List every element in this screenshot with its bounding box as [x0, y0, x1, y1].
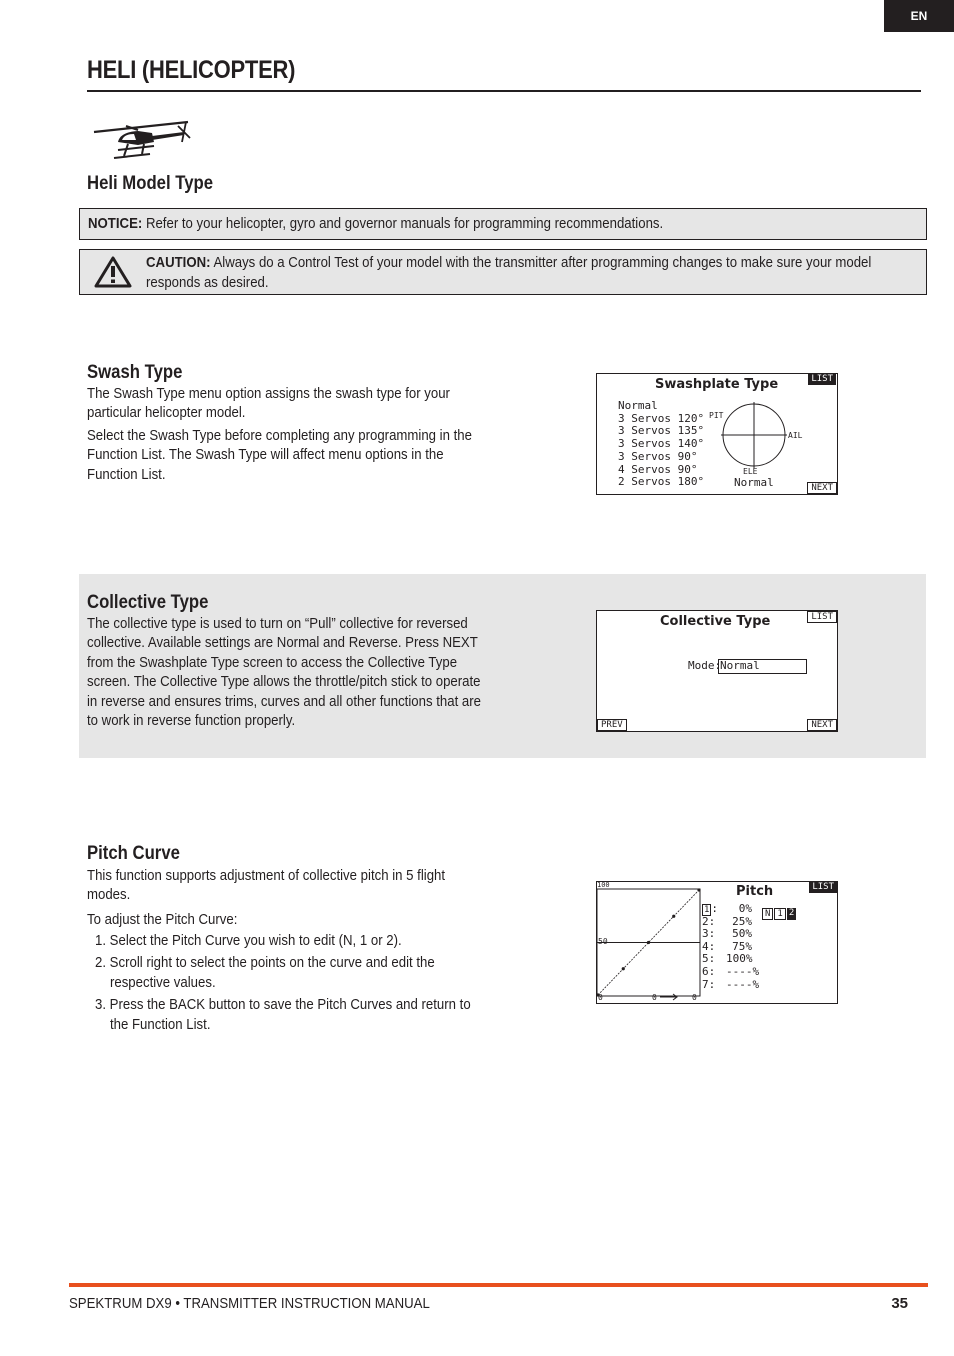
mode-label: Mode: [688, 659, 722, 672]
helicopter-icon [92, 116, 194, 164]
pitch-point-label: 6: [702, 964, 716, 978]
pitch-step: 1. Select the Pitch Curve you wish to edit (N, 1 or 2). [95, 932, 402, 949]
pitch-curve-point [672, 915, 675, 918]
swash-option: 3 Servos 135° [618, 424, 705, 438]
pitch-point-label: 7: [702, 977, 716, 991]
swash-option: 3 Servos 90° [618, 449, 698, 463]
swash-option: Normal [618, 399, 658, 412]
pitch-point-value: 75% [732, 939, 752, 953]
pitch-points-table [702, 902, 760, 991]
y-axis-mid-label: 50 [598, 937, 608, 946]
pitch-point-row [702, 903, 752, 916]
pitch-step [95, 995, 482, 1034]
lcd-list-tag: LIST [807, 611, 837, 623]
pitch-point-value: 25% [732, 914, 752, 928]
curve-tab-n: N [762, 908, 773, 920]
step3-text-2: button to save the Pitch Curves and return to the Function List. [109, 996, 471, 1033]
pitch-point-label: 4: [702, 939, 716, 953]
step3-text-1: 3. Press the [95, 996, 170, 1014]
y-axis-top-label: 100 [597, 881, 610, 889]
language-tab: EN [884, 0, 954, 32]
lcd-screen-title: Swashplate Type [655, 377, 779, 392]
lcd-screen-title: Pitch [736, 884, 774, 899]
caution-text [146, 253, 912, 293]
swash-option: 3 Servos 140° [618, 437, 705, 451]
pitch-point-row [702, 977, 760, 992]
pitch-steps-intro: To adjust the Pitch Curve: [87, 911, 238, 928]
warning-triangle-icon [94, 256, 132, 293]
pitch-point-label: 1 : [704, 902, 719, 915]
pitch-point-value: 50% [732, 927, 752, 941]
x-axis-left-label: 0 [598, 993, 603, 1002]
pitch-step: 2. Scroll right to select the points on the curve and edit the respective values. [95, 954, 435, 991]
pitch-point-value: ----% [726, 964, 760, 978]
collective-type-para [87, 614, 488, 730]
footer-manual-title: SPEKTRUM DX9 • TRANSMITTER INSTRUCTION MANUAL [69, 1295, 430, 1312]
swashplate-type-screen [596, 373, 838, 495]
notice-label: NOTICE: [88, 215, 143, 232]
page-title: HELI (HELICOPTER) [87, 56, 296, 84]
swashplate-diagram [721, 402, 787, 468]
title-rule [87, 90, 921, 92]
heli-model-type-heading: Heli Model Type [87, 173, 214, 194]
caution-box [79, 249, 927, 295]
page-number: 35 [891, 1295, 908, 1312]
collective-text-2: from the Swashplate Type screen to access the Collective Type screen. The Collective Type allows the throttle/pitch stick to operate in reverse and ensures trims, curves and all other functions that are to work in reverse function properly. [87, 653, 482, 730]
pitch-curve-para: This function supports adjustment of collective pitch in 5 flight modes. [87, 867, 446, 904]
pitch-steps-list [95, 931, 535, 1034]
collective-type-screen [596, 610, 838, 732]
pitch-curve-point [647, 941, 650, 944]
x-axis-right-label: 0 [692, 993, 697, 1002]
ele-label: ELE [743, 467, 758, 476]
pitch-curve-point [697, 888, 700, 891]
pitch-point-label: 5: [702, 952, 716, 966]
notice-message: Refer to your helicopter, gyro and governor manuals for programming recommendations. [142, 215, 664, 232]
pitch-point-row [702, 964, 760, 979]
pitch-point-label: 2: [702, 914, 716, 928]
collective-text-1: The collective type is used to turn on “Pull” collective for reversed collective. Available settings are Normal and Reverse. Press [87, 615, 468, 652]
lcd-list-tag: LIST [809, 882, 837, 893]
lcd-screen-title: Collective Type [660, 614, 771, 629]
ail-label: AIL [788, 431, 803, 440]
pitch-point-value: 100% [726, 952, 753, 966]
lcd-next-tag: NEXT [807, 719, 837, 731]
collective-type-heading: Collective Type [87, 592, 209, 613]
pitch-curve-heading: Pitch Curve [87, 843, 180, 864]
back-keyword: BACK [169, 996, 206, 1014]
caution-label: CAUTION: [146, 254, 211, 271]
curve-tab-1: 1 [774, 908, 785, 920]
pitch-curve-point [622, 967, 625, 970]
pitch-point-value: ----% [726, 977, 760, 991]
footer-rule [69, 1283, 928, 1287]
lcd-prev-tag: PREV [597, 719, 627, 731]
swash-type-para-2: Select the Swash Type before completing any programming in the Function List. The Swash Type will affect menu options in the Function List. [87, 427, 472, 483]
swash-type-para-1: The Swash Type menu option assigns the swash type for your particular helicopter model. [87, 385, 450, 422]
mode-value-field: Normal [718, 659, 807, 674]
x-axis-mid-label: 0 [652, 993, 657, 1002]
pitch-point-row [702, 928, 752, 941]
curve-tab-2: 2 [788, 908, 795, 918]
selected-point-box: 1 [704, 905, 710, 915]
notice-box [79, 208, 927, 240]
pit-label: PIT [709, 411, 724, 420]
swash-option: 4 Servos 90° [618, 462, 698, 476]
lcd-next-tag: NEXT [807, 482, 837, 494]
next-keyword: NEXT [442, 634, 478, 652]
notice-text [88, 215, 663, 232]
swash-option: 2 Servos 180° [618, 475, 705, 489]
curve-selector [762, 908, 796, 920]
pitch-curve-screen [596, 881, 838, 1004]
pitch-point-value: 0% [738, 902, 752, 915]
lcd-list-tag: LIST [808, 374, 836, 385]
swash-option-list [618, 400, 704, 489]
pitch-point-label: 3: [702, 927, 716, 941]
caution-message: Always do a Control Test of your model with the transmitter after programming changes to make sure your model responds as desired. [146, 254, 872, 291]
selected-swash-value: Normal [734, 476, 774, 489]
swash-type-heading: Swash Type [87, 362, 183, 383]
swash-option: 3 Servos 120° [618, 411, 705, 425]
